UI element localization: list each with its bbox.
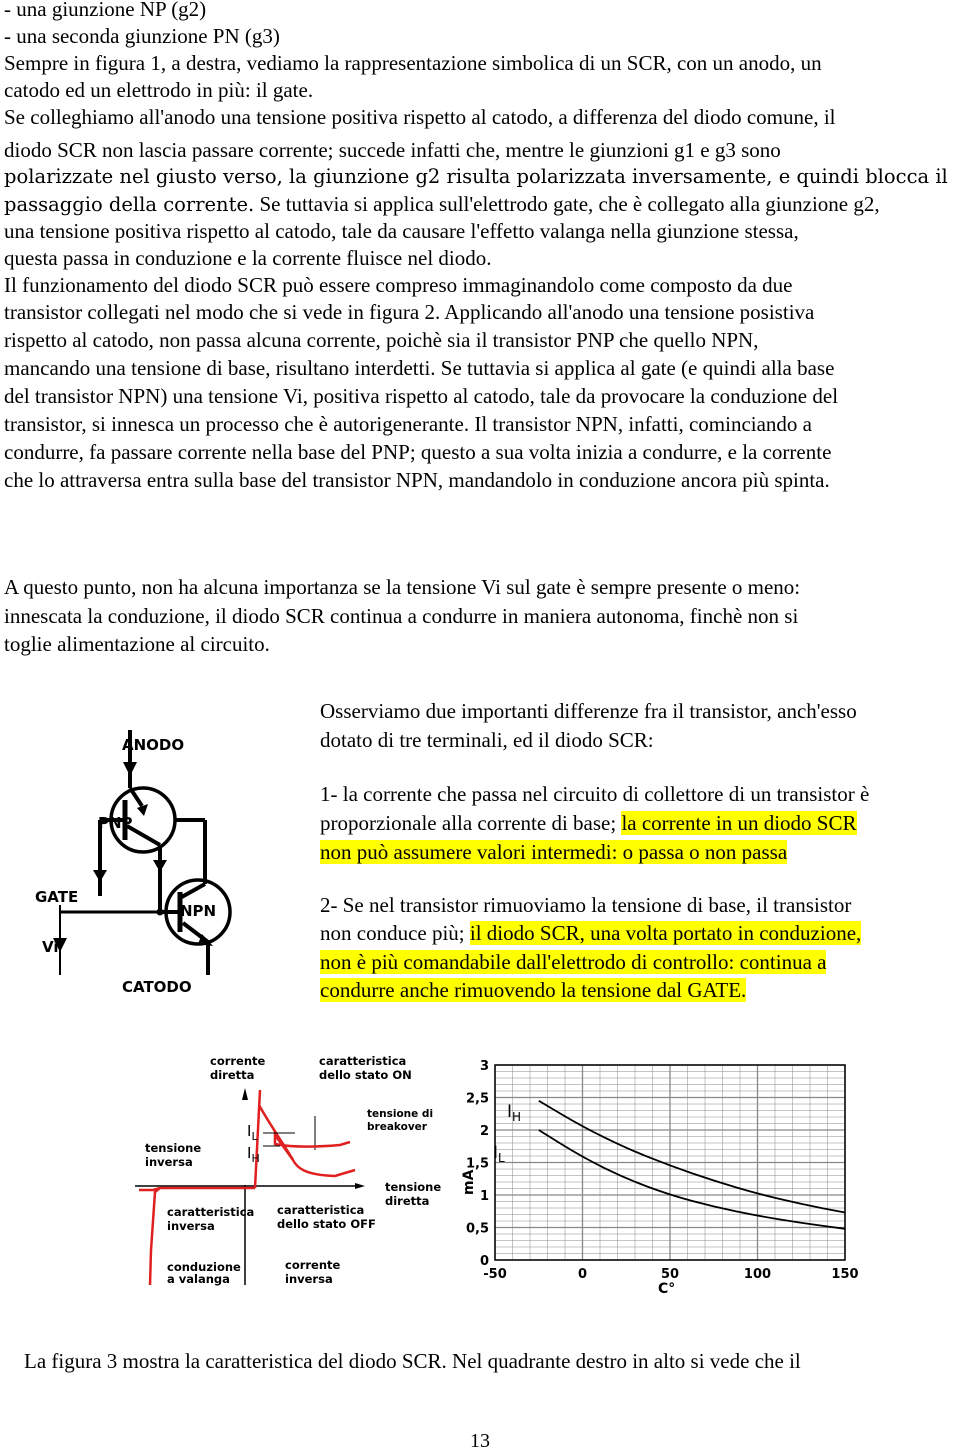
ih-curve-letter: I xyxy=(507,1102,513,1122)
il-letter: I xyxy=(247,1122,252,1140)
text-line: Se colleghiamo all'anodo una tensione positiva rispetto al catodo, a differenza del diodo comune, il xyxy=(4,105,836,129)
fig3-label: inversa xyxy=(167,1219,215,1233)
text-line: che lo attraversa entra sulla base del transistor NPN, mandandolo in conduzione ancora più spinta. xyxy=(4,468,830,492)
series-line-il xyxy=(539,1130,845,1229)
il-curve-letter: I xyxy=(493,1143,499,1163)
y-tick-label: 0,5 xyxy=(465,1221,489,1237)
text-line: Il funzionamento del diodo SCR può essere compreso immaginandolo come composto da due xyxy=(4,273,793,297)
text-line: una tensione positiva rispetto al catodo, tale da causare l'effetto valanga nella giunzione stessa, xyxy=(4,219,799,243)
text-line: 2- Se nel transistor rimuoviamo la tensione di base, il transistor xyxy=(320,893,852,917)
highlighted-text: non è più comandabile dall'elettrodo di controllo: continua a xyxy=(320,950,827,974)
text-line: - una seconda giunzione PN (g3) xyxy=(4,24,280,48)
text-line xyxy=(320,948,826,977)
highlighted-text: la corrente in un diodo SCR xyxy=(621,811,857,835)
y-tick-label: 3 xyxy=(479,1059,489,1074)
il-label xyxy=(247,1122,258,1143)
fig3-label: caratteristica xyxy=(167,1205,255,1219)
il-curve-label xyxy=(493,1143,505,1165)
x-tick-label: 50 xyxy=(660,1267,680,1282)
fig3-label: corrente xyxy=(285,1258,341,1272)
il-subscript: L xyxy=(251,1130,258,1143)
highlighted-text: condurre anche rimuovendo la tensione dal GATE. xyxy=(320,978,747,1002)
npn-label: NPN xyxy=(180,902,217,920)
il-curve-subscript: L xyxy=(498,1151,505,1165)
text-line: Osserviamo due importanti differenze fra il transistor, anch'esso xyxy=(320,699,857,723)
fig3-label: tensione xyxy=(145,1141,202,1155)
x-tick-label: 150 xyxy=(831,1267,859,1282)
fig3-label: conduzione xyxy=(167,1260,241,1274)
fig3-label: tensione xyxy=(385,1180,442,1194)
x-tick-label: 0 xyxy=(577,1267,588,1282)
text-line: questa passa in conduzione e la corrente fluisce nel diodo. xyxy=(4,246,492,270)
text-line xyxy=(4,191,880,218)
y-tick-label: 1 xyxy=(479,1189,489,1204)
chart-series xyxy=(539,1101,845,1229)
x-tick-label: -50 xyxy=(483,1267,507,1282)
text-line: toglie alimentazione al circuito. xyxy=(4,632,270,656)
fig3-label: dello stato OFF xyxy=(277,1217,376,1231)
text-line: rispetto al catodo, non passa alcuna corrente, poichè sia il transistor PNP che quello NPN, xyxy=(4,328,759,352)
y-axis-label: mA xyxy=(461,1169,477,1195)
fig3-label: inversa xyxy=(145,1155,193,1169)
gate-label: GATE xyxy=(35,888,79,906)
two-transistor-diagram xyxy=(30,720,280,1000)
chart-grid xyxy=(495,1065,845,1260)
text-line xyxy=(320,838,787,867)
fig3-label: tensione di xyxy=(367,1108,434,1120)
ih-curve-label xyxy=(507,1102,521,1124)
highlighted-text: non può assumere valori intermedi: o passa o non passa xyxy=(320,840,788,864)
text-line: A questo punto, non ha alcuna importanza se la tensione Vi sul gate è sempre presente o meno: xyxy=(4,575,801,599)
text-line: polarizzate nel giusto verso, la giunzione g2 risulta polarizzata inversamente, e quindi blocca il xyxy=(4,165,948,188)
text-line: - una giunzione NP (g2) xyxy=(4,0,207,21)
fig3-label: a valanga xyxy=(167,1272,230,1286)
text-span: Se tuttavia si applica sull'elettrodo gate, che è collegato alla giunzione g2, xyxy=(254,192,880,216)
text-span: non conduce più; xyxy=(320,921,470,945)
fig3-label: dello stato ON xyxy=(319,1068,412,1082)
text-line: transistor collegati nel modo che si vede in figura 2. Applicando all'anodo una tensione posistiva xyxy=(4,300,815,324)
y-tick-label: 2 xyxy=(479,1124,489,1139)
text-line: catodo ed un elettrodo in più: il gate. xyxy=(4,78,314,102)
text-line xyxy=(320,976,746,1005)
text-span: passaggio della corrente. xyxy=(4,193,255,216)
text-span: proporzionale alla corrente di base; xyxy=(320,811,622,835)
vi-label: Vi xyxy=(42,938,59,956)
y-tick-label: 2,5 xyxy=(465,1091,489,1107)
text-line: transistor, si innesca un processo che è autorigenerante. Il transistor NPN, infatti, cominciando a xyxy=(4,412,813,436)
page-number: 13 xyxy=(470,1430,490,1452)
text-line: 1- la corrente che passa nel circuito di collettore di un transistor è xyxy=(320,782,870,806)
fig3-label: diretta xyxy=(385,1194,430,1208)
text-line: Sempre in figura 1, a destra, vediamo la rappresentazione simbolica di un SCR, con un anodo, un xyxy=(4,51,822,75)
ih-subscript: H xyxy=(251,1152,260,1165)
fig3-label: caratteristica xyxy=(319,1054,407,1068)
scr-characteristic-diagram xyxy=(135,1050,455,1300)
fig3-label: breakover xyxy=(367,1121,427,1133)
catodo-label: CATODO xyxy=(122,978,192,996)
chart-ticks xyxy=(466,1059,859,1282)
text-line: mancando una tensione di base, risultano interdetti. Se tuttavia si applica al gate (e quindi alla base xyxy=(4,356,835,380)
pnp-label: PNP xyxy=(98,814,133,832)
ih-curve-subscript: H xyxy=(512,1110,522,1124)
x-axis-label: C° xyxy=(658,1281,676,1295)
figure-caption: La figura 3 mostra la caratteristica del diodo SCR. Nel quadrante destro in alto si vede che il xyxy=(24,1349,801,1373)
fig3-label: diretta xyxy=(210,1068,255,1082)
text-line: condurre, fa passare corrente nella base del PNP; questo a sua volta inizia a condurre, e la corrente xyxy=(4,440,832,464)
text-line xyxy=(320,809,857,838)
x-tick-label: 100 xyxy=(743,1267,772,1282)
series-line-ih xyxy=(539,1101,845,1213)
fig3-label: caratteristica xyxy=(277,1203,365,1217)
fig3-label: corrente xyxy=(210,1054,266,1068)
anodo-label: ANODO xyxy=(122,736,185,754)
y-tick-label: 1,5 xyxy=(465,1156,489,1172)
text-line: del transistor NPN) una tensione Vi, positiva rispetto al catodo, tale da provocare la conduzione del xyxy=(4,384,839,408)
text-line xyxy=(320,919,861,948)
ih-letter: I xyxy=(247,1144,252,1162)
fig3-label: inversa xyxy=(285,1272,333,1286)
text-line: diodo SCR non lascia passare corrente; succede infatti che, mentre le giunzioni g1 e g3 sono xyxy=(4,138,781,162)
holding-latching-current-chart xyxy=(455,1055,865,1295)
highlighted-text: il diodo SCR, una volta portato in conduzione, xyxy=(469,921,862,945)
y-tick-label: 0 xyxy=(479,1254,489,1269)
text-line: innescata la conduzione, il diodo SCR continua a condurre in maniera autonoma, finchè non si xyxy=(4,604,799,628)
text-line: dotato di tre terminali, ed il diodo SCR: xyxy=(320,728,654,752)
